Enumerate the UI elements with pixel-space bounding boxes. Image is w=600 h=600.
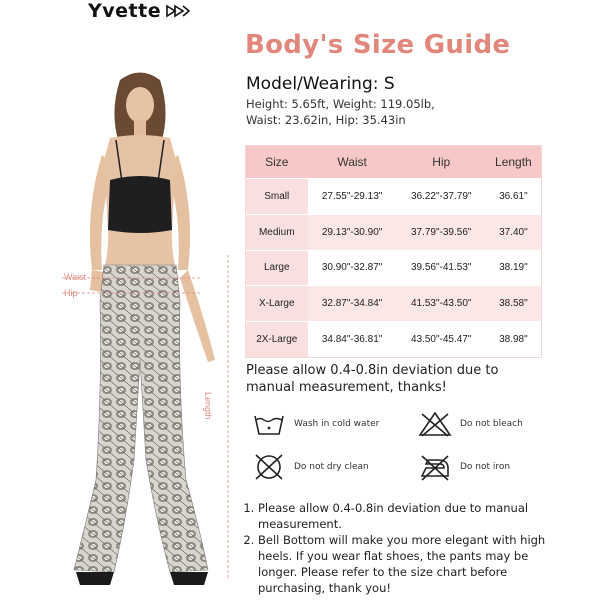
cell-hip: 41.53"-43.50" [397, 286, 486, 322]
note-item: 2. Bell Bottom will make you more elegant with high heels. If you wear flat shoes, the pants may be longer. Please refer to the size chart before purchasing, thank you! [258, 532, 560, 596]
no-bleach-icon [418, 410, 452, 438]
table-row [246, 179, 541, 215]
model-wearing: Model/Wearing: S [246, 74, 395, 94]
cell-length: 38.98" [486, 322, 541, 357]
table-row [246, 322, 541, 357]
header-hip: Hip [397, 146, 486, 179]
table-header-row [246, 146, 541, 179]
cell-waist: 30.90"-32.87" [308, 250, 397, 286]
arrow-logo-icon [165, 4, 191, 18]
table-row [246, 214, 541, 250]
waist-label: Waist [64, 272, 87, 282]
cell-size: Medium [246, 214, 308, 250]
table-row [246, 286, 541, 322]
model-measurements-line1: Height: 5.65ft, Weight: 119.05lb, [246, 97, 435, 111]
brand-logo [88, 0, 191, 22]
size-table [246, 146, 541, 357]
cell-hip: 36.22"-37.79" [397, 179, 486, 215]
table-row [246, 250, 541, 286]
notes-list [240, 500, 560, 596]
cell-waist: 32.87"-34.84" [308, 286, 397, 322]
deviation-note: Please allow 0.4-0.8in deviation due to manual measurement, thanks! [246, 363, 499, 395]
cell-waist: 29.13"-30.90" [308, 214, 397, 250]
cell-size: Large [246, 250, 308, 286]
cell-length: 38.19" [486, 250, 541, 286]
care-bleach-label: Do not bleach [460, 419, 523, 429]
cell-length: 38.58" [486, 286, 541, 322]
no-dry-clean-icon [252, 452, 286, 482]
brand-name: Yvette [88, 0, 162, 22]
cell-hip: 37.79"-39.56" [397, 214, 486, 250]
page-title: Body's Size Guide [245, 30, 511, 60]
hip-label: Hip [64, 288, 78, 298]
cell-size: X-Large [246, 286, 308, 322]
cell-length: 36.61" [486, 179, 541, 215]
care-dryclean-label: Do not dry clean [294, 462, 369, 472]
cell-hip: 39.56"-41.53" [397, 250, 486, 286]
header-waist: Waist [308, 146, 397, 179]
wash-cold-icon [252, 410, 286, 438]
care-wash-label: Wash in cold water [294, 419, 380, 429]
note-item: 1. Please allow 0.4-0.8in deviation due to manual measurement. [258, 500, 560, 532]
cell-size: Small [246, 179, 308, 215]
header-length: Length [486, 146, 541, 179]
cell-waist: 34.84"-36.81" [308, 322, 397, 357]
header-size: Size [246, 146, 308, 179]
cell-length: 37.40" [486, 214, 541, 250]
cell-hip: 43.50"-45.47" [397, 322, 486, 357]
length-label: Length [203, 392, 213, 420]
care-iron [418, 452, 510, 482]
cell-waist: 27.55"-29.13" [308, 179, 397, 215]
care-iron-label: Do not iron [460, 462, 511, 472]
no-iron-icon [418, 452, 452, 482]
care-wash [252, 410, 379, 438]
model-measurements-line2: Waist: 23.62in, Hip: 35.43in [246, 113, 406, 127]
cell-size: 2X-Large [246, 322, 308, 357]
model-figure [30, 60, 250, 600]
model-measurements [246, 96, 546, 128]
care-dryclean [252, 452, 369, 482]
care-bleach [418, 410, 523, 438]
